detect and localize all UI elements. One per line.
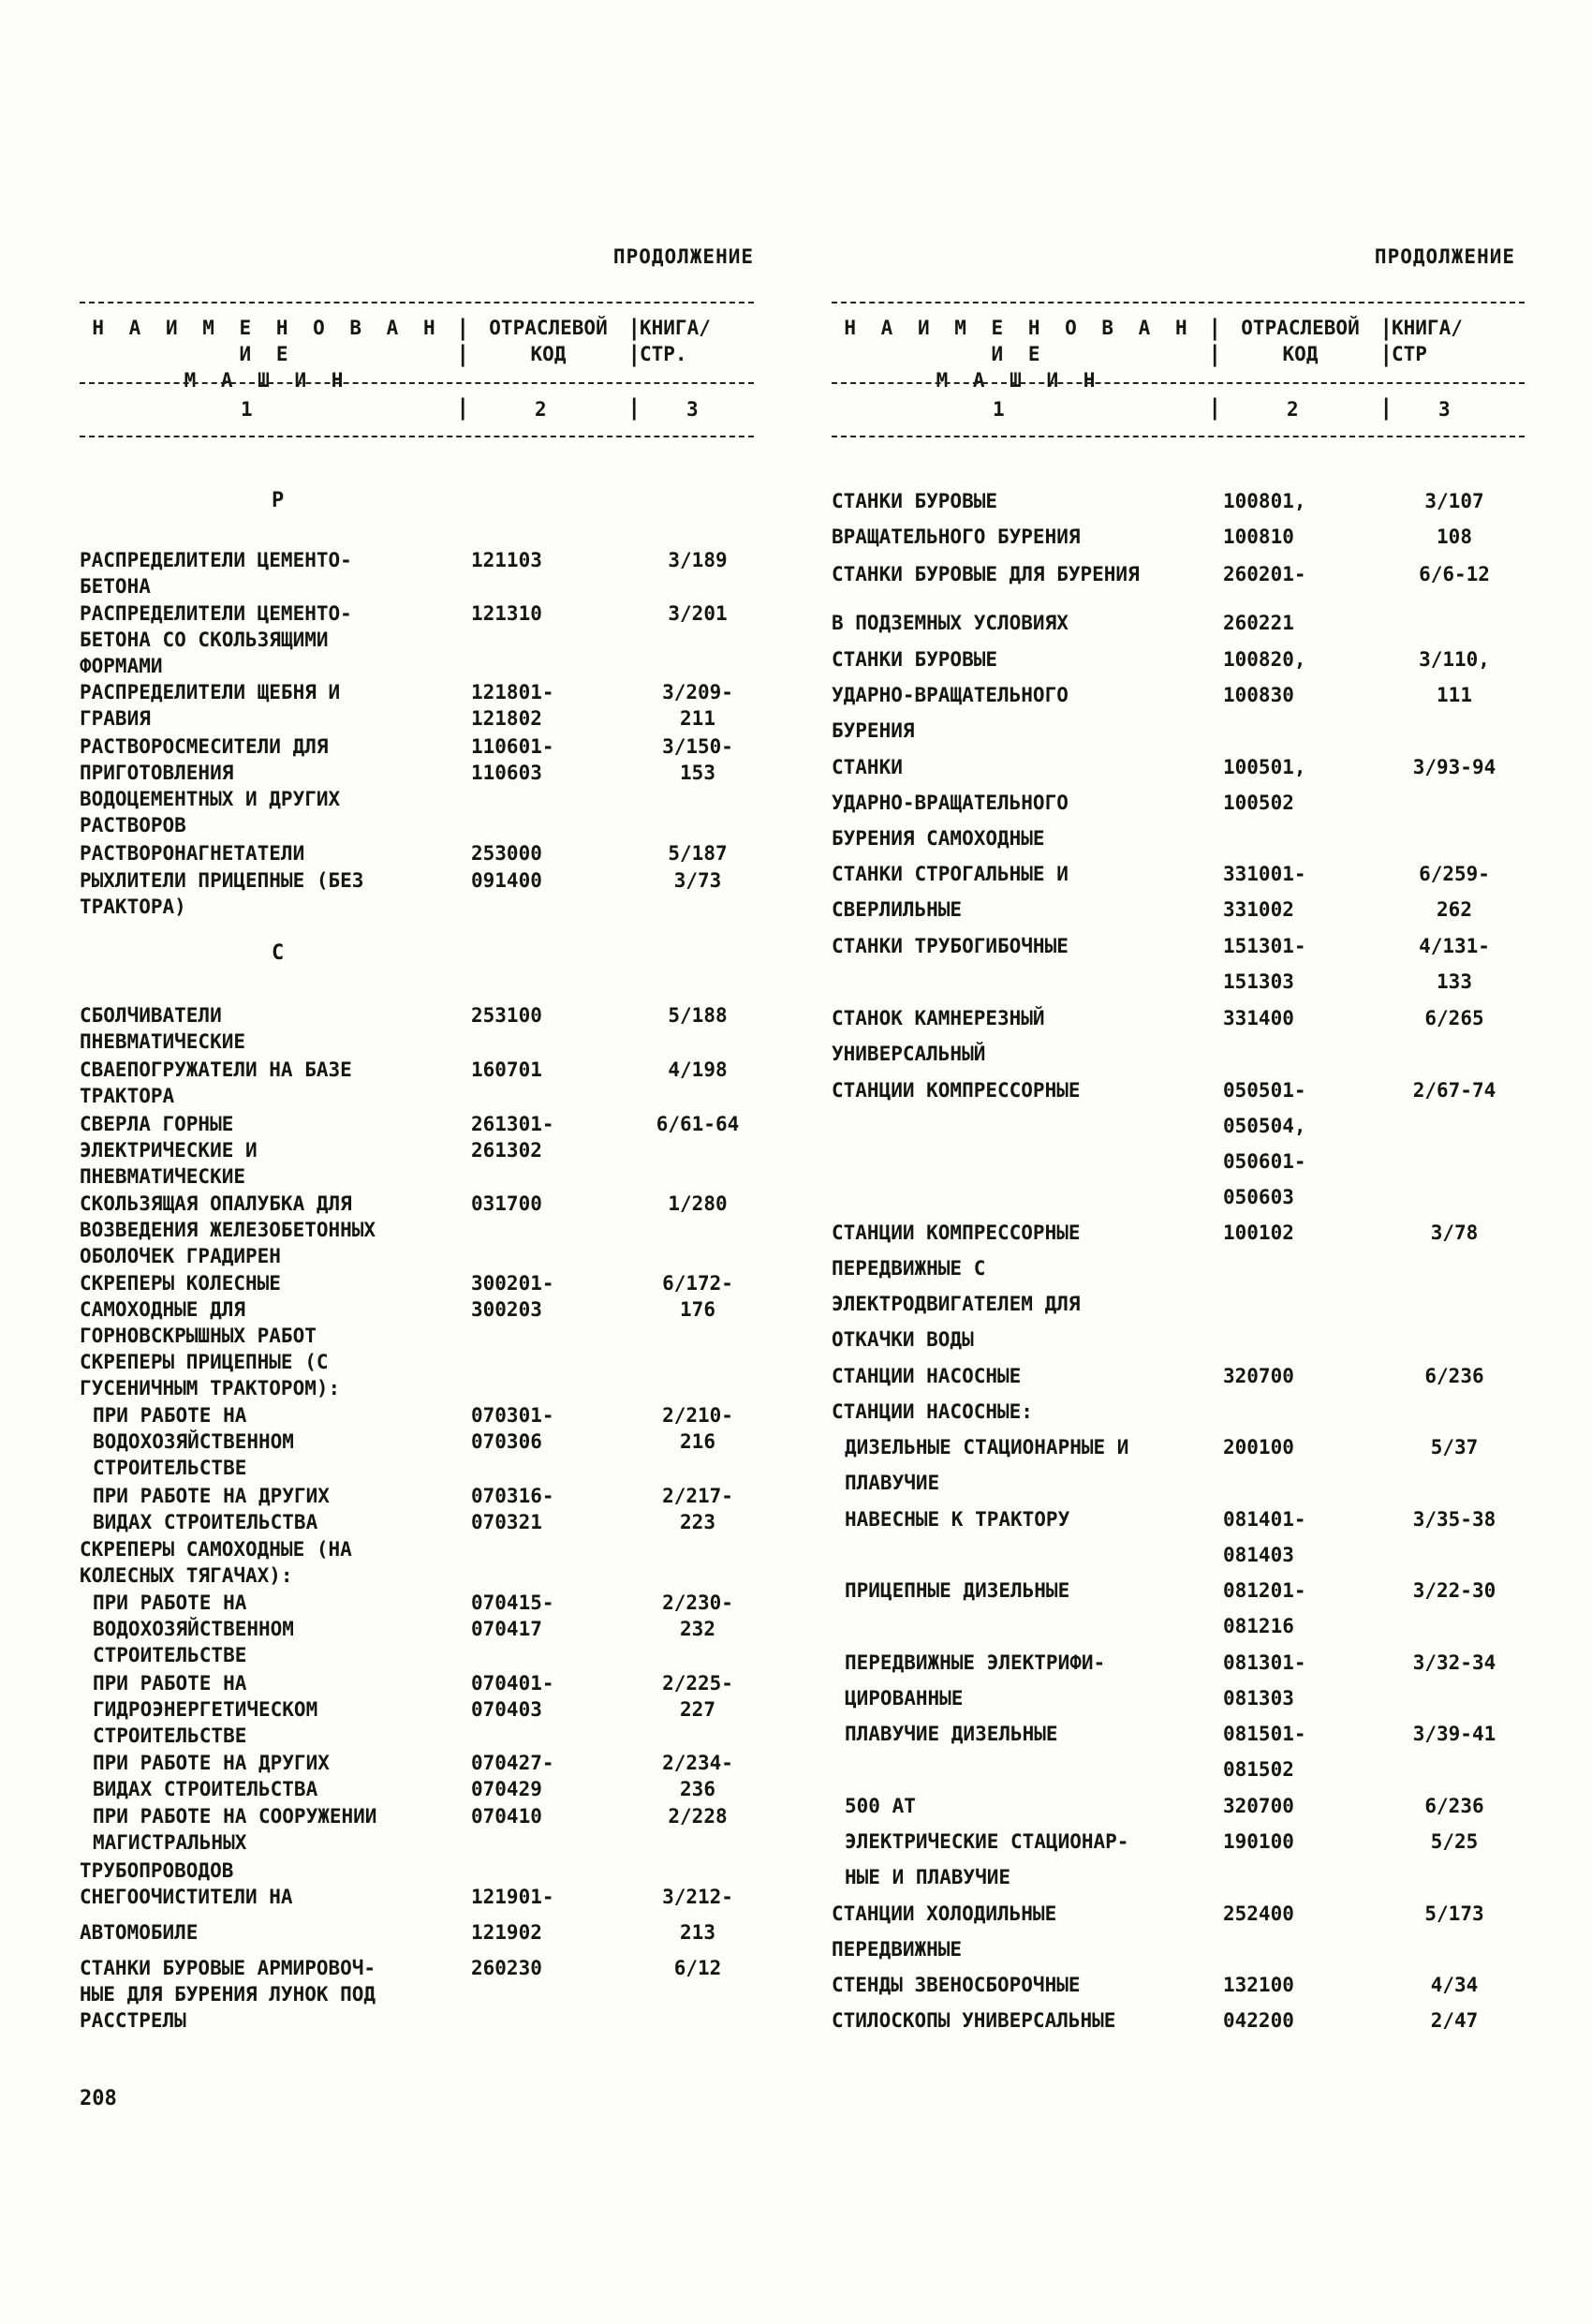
header-book: [640, 315, 743, 367]
machine-name: СВАЕПОГРУЖАТЕЛИ НА БАЗЕ ТРАКТОРА: [80, 1058, 352, 1107]
header-divider-bottom: [832, 436, 1525, 437]
industry-code: 132100: [1223, 1974, 1294, 1996]
industry-code: 253000: [471, 842, 542, 865]
header-book-line1: КНИГА/: [640, 317, 711, 339]
industry-code: 160701: [471, 1058, 542, 1081]
industry-code: 320700: [1223, 1365, 1294, 1387]
book-page: 6/6-12: [1419, 563, 1490, 585]
industry-code: 260221: [1223, 612, 1294, 634]
machine-name: СНЕГООЧИСТИТЕЛИ НА: [80, 1886, 293, 1908]
machine-name: СТАНКИ БУРОВЫЕ ДЛЯ БУРЕНИЯ: [832, 563, 1140, 585]
book-page: 2/234- 236: [662, 1752, 733, 1800]
industry-code: 100820, 100830: [1223, 648, 1306, 706]
industry-code: 081301- 081303: [1223, 1651, 1306, 1710]
book-page: 2/210- 216: [662, 1404, 733, 1453]
book-page: 5/173: [1424, 1902, 1484, 1925]
machine-name: РАСТВОРОНАГНЕТАТЕЛИ: [80, 842, 305, 865]
book-page: 2/228: [668, 1805, 728, 1828]
header-separator: | |: [627, 315, 641, 367]
header-code-line2: КОД: [1282, 343, 1319, 365]
machine-name: ПРИ РАБОТЕ НА ВОДОХОЗЯЙСТВЕННОМ СТРОИТЕЛЬСТВЕ: [93, 1404, 294, 1479]
machine-name: СТАНЦИИ НАСОСНЫЕ:: [832, 1400, 1033, 1423]
header-code: [471, 315, 626, 367]
header-book: [1392, 315, 1495, 367]
machine-name: СТАНКИ ТРУБОГИБОЧНЫЕ: [832, 935, 1069, 957]
industry-code: 081401- 081403: [1223, 1508, 1306, 1566]
book-page: 3/189: [668, 549, 728, 571]
book-page: 2/67-74: [1412, 1079, 1496, 1102]
machine-name: СТЕНДЫ ЗВЕНОСБОРОЧНЫЕ: [832, 1974, 1081, 1996]
industry-code: 151301- 151303: [1223, 935, 1306, 993]
machine-name: СТАНЦИИ КОМПРЕССОРНЫЕ ПЕРЕДВИЖНЫЕ С ЭЛЕКТРОДВИГАТЕЛЕМ ДЛЯ ОТКАЧКИ ВОДЫ: [832, 1221, 1081, 1351]
book-page: 3/93-94: [1412, 756, 1496, 778]
machine-name: РАСПРЕДЕЛИТЕЛИ ЦЕМЕНТО- БЕТОНА СО СКОЛЬЗЯЩИМИ ФОРМАМИ: [80, 602, 352, 677]
machine-name: ПРИЦЕПНЫЕ ДИЗЕЛЬНЫЕ: [845, 1579, 1070, 1602]
book-page: 6/61-64: [656, 1113, 740, 1135]
industry-code: 100102: [1223, 1221, 1294, 1244]
industry-code: 121103: [471, 549, 542, 571]
header-divider-bottom: [80, 436, 754, 437]
industry-code: 031700: [471, 1192, 542, 1215]
industry-code: 331400: [1223, 1007, 1294, 1029]
header-name-line2: М А Ш И Н: [936, 369, 1102, 392]
book-page: 6/236: [1424, 1795, 1484, 1817]
book-page: 2/230- 232: [662, 1591, 733, 1640]
header-code: [1223, 315, 1378, 367]
machine-name: ПРИ РАБОТЕ НА ГИДРОЭНЕРГЕТИЧЕСКОМ СТРОИТЕЛЬСТВЕ: [93, 1672, 318, 1747]
book-page: 5/37: [1430, 1436, 1479, 1458]
book-page: 3/212-: [662, 1886, 733, 1908]
book-page: 5/188: [668, 1004, 728, 1027]
column-number-2: 2: [535, 398, 547, 421]
machine-name: ПЛАВУЧИЕ ДИЗЕЛЬНЫЕ: [845, 1723, 1058, 1745]
industry-code: 070410: [471, 1805, 542, 1828]
machine-name: СТАНКИ БУРОВЫЕ УДАРНО-ВРАЩАТЕЛЬНОГО БУРЕНИЯ: [832, 648, 1069, 742]
header-separator: | |: [456, 315, 470, 367]
industry-code: 121901-: [471, 1886, 554, 1908]
machine-name: ПРИ РАБОТЕ НА ВОДОХОЗЯЙСТВЕННОМ СТРОИТЕЛЬСТВЕ: [93, 1591, 294, 1666]
industry-code: 252400: [1223, 1902, 1294, 1925]
column-number-1: 1: [241, 398, 253, 421]
industry-code: 091400: [471, 869, 542, 892]
column-number-3: 3: [1438, 398, 1451, 421]
book-page: 213: [680, 1921, 715, 1944]
machine-name: СТАНКИ БУРОВЫЕ АРМИРОВОЧ- НЫЕ ДЛЯ БУРЕНИЯ ЛУНОК ПОД РАССТРЕЛЫ: [80, 1957, 376, 2032]
machine-name: ПРИ РАБОТЕ НА СООРУЖЕНИИ МАГИСТРАЛЬНЫХ: [93, 1805, 377, 1854]
machine-name: СТАНЦИИ ХОЛОДИЛЬНЫЕ ПЕРЕДВИЖНЫЕ: [832, 1902, 1057, 1961]
machine-name: СТАНКИ УДАРНО-ВРАЩАТЕЛЬНОГО БУРЕНИЯ САМОХОДНЫЕ: [832, 756, 1069, 850]
book-page: 3/73: [673, 869, 722, 892]
continuation-label: ПРОДОЛЖЕНИЕ: [612, 245, 754, 268]
book-page: 2/47: [1430, 2009, 1479, 2032]
industry-code: 070427- 070429: [471, 1752, 554, 1800]
book-page: 4/198: [668, 1058, 728, 1081]
book-page: 3/78: [1430, 1221, 1479, 1244]
industry-code: 261301- 261302: [471, 1113, 554, 1162]
column-separator: |: [1379, 394, 1393, 421]
book-page: 1/280: [668, 1192, 728, 1215]
machine-name: В ПОДЗЕМНЫХ УСЛОВИЯХ: [832, 612, 1069, 634]
machine-name: СТАНКИ БУРОВЫЕ ВРАЩАТЕЛЬНОГО БУРЕНИЯ: [832, 490, 1081, 548]
book-page: 2/225- 227: [662, 1672, 733, 1721]
machine-name: СВЕРЛА ГОРНЫЕ ЭЛЕКТРИЧЕСКИЕ И ПНЕВМАТИЧЕСКИЕ: [80, 1113, 258, 1188]
book-page: 4/131- 133: [1419, 935, 1490, 993]
book-page: 6/236: [1424, 1365, 1484, 1387]
industry-code: 121902: [471, 1921, 542, 1944]
page-number: 208: [80, 2087, 117, 2110]
book-page: 5/25: [1430, 1830, 1479, 1853]
header-book-line1: КНИГА/: [1392, 317, 1463, 339]
book-page: 2/217- 223: [662, 1485, 733, 1533]
book-page: 3/35-38: [1412, 1508, 1496, 1531]
header-book-line2: СТР.: [640, 343, 687, 365]
header-name-line1: Н А И М Е Н О В А Н И Е: [844, 317, 1194, 365]
industry-code: 300201- 300203: [471, 1272, 554, 1321]
column-number-2: 2: [1287, 398, 1299, 421]
book-page: 6/265: [1424, 1007, 1484, 1029]
industry-code: 320700: [1223, 1795, 1294, 1817]
book-page: 3/32-34: [1412, 1651, 1496, 1674]
book-page: 3/150- 153: [662, 735, 733, 784]
column-number-1: 1: [993, 398, 1005, 421]
machine-name: ТРУБОПРОВОДОВ: [80, 1859, 234, 1882]
column-separator: |: [1208, 394, 1222, 421]
industry-code: 331001- 331002: [1223, 863, 1306, 921]
industry-code: 081501- 081502: [1223, 1723, 1306, 1781]
machine-name: СКРЕПЕРЫ ПРИЦЕПНЫЕ (С ГУСЕНИЧНЫМ ТРАКТОРОМ):: [80, 1351, 341, 1399]
book-page: 3/107 108: [1424, 490, 1484, 548]
industry-code: 070401- 070403: [471, 1672, 554, 1721]
industry-code: 190100: [1223, 1830, 1294, 1853]
machine-name: СТАНЦИИ НАСОСНЫЕ: [832, 1365, 1022, 1387]
machine-name: ДИЗЕЛЬНЫЕ СТАЦИОНАРНЫЕ И ПЛАВУЧИЕ: [845, 1436, 1129, 1494]
machine-name: 500 АТ: [845, 1795, 916, 1817]
column-separator: |: [627, 394, 641, 421]
book-page: 6/12: [673, 1957, 722, 1979]
industry-code: 050501- 050504, 050601- 050603: [1223, 1079, 1306, 1208]
header-code-line2: КОД: [530, 343, 567, 365]
industry-code: 042200: [1223, 2009, 1294, 2032]
machine-name: СКРЕПЕРЫ КОЛЕСНЫЕ САМОХОДНЫЕ ДЛЯ ГОРНОВСКРЫШНЫХ РАБОТ: [80, 1272, 317, 1347]
machine-name: СТАНОК КАМНЕРЕЗНЫЙ УНИВЕРСАЛЬНЫЙ: [832, 1007, 1045, 1065]
continuation-label: ПРОДОЛЖЕНИЕ: [1374, 245, 1515, 268]
machine-name: ЭЛЕКТРИЧЕСКИЕ СТАЦИОНАР- НЫЕ И ПЛАВУЧИЕ: [845, 1830, 1129, 1888]
header-divider-mid: [832, 382, 1525, 384]
machine-name: РАСТВОРОСМЕСИТЕЛИ ДЛЯ ПРИГОТОВЛЕНИЯ ВОДОЦЕМЕНТНЫХ И ДРУГИХ РАСТВОРОВ: [80, 735, 341, 836]
industry-code: 260230: [471, 1957, 542, 1979]
book-page: 3/201: [668, 602, 728, 625]
section-letter-r: Р: [272, 489, 285, 512]
header-separator: | |: [1379, 315, 1393, 367]
machine-name: РЫХЛИТЕЛИ ПРИЦЕПНЫЕ (БЕЗ ТРАКТОРА): [80, 869, 364, 918]
book-page: 4/34: [1430, 1974, 1479, 1996]
header-book-line2: СТР: [1392, 343, 1427, 365]
machine-name: ПРИ РАБОТЕ НА ДРУГИХ ВИДАХ СТРОИТЕЛЬСТВА: [93, 1485, 330, 1533]
industry-code: 070415- 070417: [471, 1591, 554, 1640]
section-letter-s: С: [272, 941, 285, 965]
industry-code: 200100: [1223, 1436, 1294, 1458]
header-code-line1: ОТРАСЛЕВОЙ: [489, 317, 608, 339]
industry-code: 100801, 100810: [1223, 490, 1306, 548]
column-number-3: 3: [686, 398, 699, 421]
machine-name: РАСПРЕДЕЛИТЕЛИ ЦЕМЕНТО- БЕТОНА: [80, 549, 352, 598]
header-divider-top: [832, 302, 1525, 303]
industry-code: 070316- 070321: [471, 1485, 554, 1533]
machine-name: СТАНКИ СТРОГАЛЬНЫЕ И СВЕРЛИЛЬНЫЕ: [832, 863, 1069, 921]
machine-name: ПЕРЕДВИЖНЫЕ ЭЛЕКТРИФИ- ЦИРОВАННЫЕ: [845, 1651, 1106, 1710]
industry-code: 070301- 070306: [471, 1404, 554, 1453]
machine-name: СКОЛЬЗЯЩАЯ ОПАЛУБКА ДЛЯ ВОЗВЕДЕНИЯ ЖЕЛЕЗОБЕТОННЫХ ОБОЛОЧЕК ГРАДИРЕН: [80, 1192, 376, 1267]
header-name-line1: Н А И М Е Н О В А Н И Е: [92, 317, 442, 365]
machine-name: СТИЛОСКОПЫ УНИВЕРСАЛЬНЫЕ: [832, 2009, 1116, 2032]
header-divider-top: [80, 302, 754, 303]
book-page: 5/187: [668, 842, 728, 865]
machine-name: АВТОМОБИЛЕ: [80, 1921, 199, 1944]
header-code-line1: ОТРАСЛЕВОЙ: [1241, 317, 1360, 339]
book-page: 3/110, 111: [1419, 648, 1490, 706]
header-divider-mid: [80, 382, 754, 384]
industry-code: 253100: [471, 1004, 542, 1027]
book-page: 6/172- 176: [662, 1272, 733, 1321]
industry-code: 100501, 100502: [1223, 756, 1306, 814]
machine-name: РАСПРЕДЕЛИТЕЛИ ЩЕБНЯ И ГРАВИЯ: [80, 681, 341, 730]
industry-code: 260201-: [1223, 563, 1306, 585]
column-separator: |: [456, 394, 470, 421]
machine-name: НАВЕСНЫЕ К ТРАКТОРУ: [845, 1508, 1070, 1531]
industry-code: 081201- 081216: [1223, 1579, 1306, 1637]
machine-name: СТАНЦИИ КОМПРЕССОРНЫЕ: [832, 1079, 1081, 1102]
industry-code: 121801- 121802: [471, 681, 554, 730]
machine-name: ПРИ РАБОТЕ НА ДРУГИХ ВИДАХ СТРОИТЕЛЬСТВА: [93, 1752, 330, 1800]
machine-name: СКРЕПЕРЫ САМОХОДНЫЕ (НА КОЛЕСНЫХ ТЯГАЧАХ):: [80, 1538, 352, 1587]
industry-code: 121310: [471, 602, 542, 625]
header-separator: | |: [1208, 315, 1222, 367]
industry-code: 110601- 110603: [471, 735, 554, 784]
book-page: 6/259- 262: [1419, 863, 1490, 921]
machine-name: СБОЛЧИВАТЕЛИ ПНЕВМАТИЧЕСКИЕ: [80, 1004, 246, 1053]
book-page: 3/22-30: [1412, 1579, 1496, 1602]
header-name-line2: М А Ш И Н: [184, 369, 350, 392]
book-page: 3/39-41: [1412, 1723, 1496, 1745]
book-page: 3/209- 211: [662, 681, 733, 730]
